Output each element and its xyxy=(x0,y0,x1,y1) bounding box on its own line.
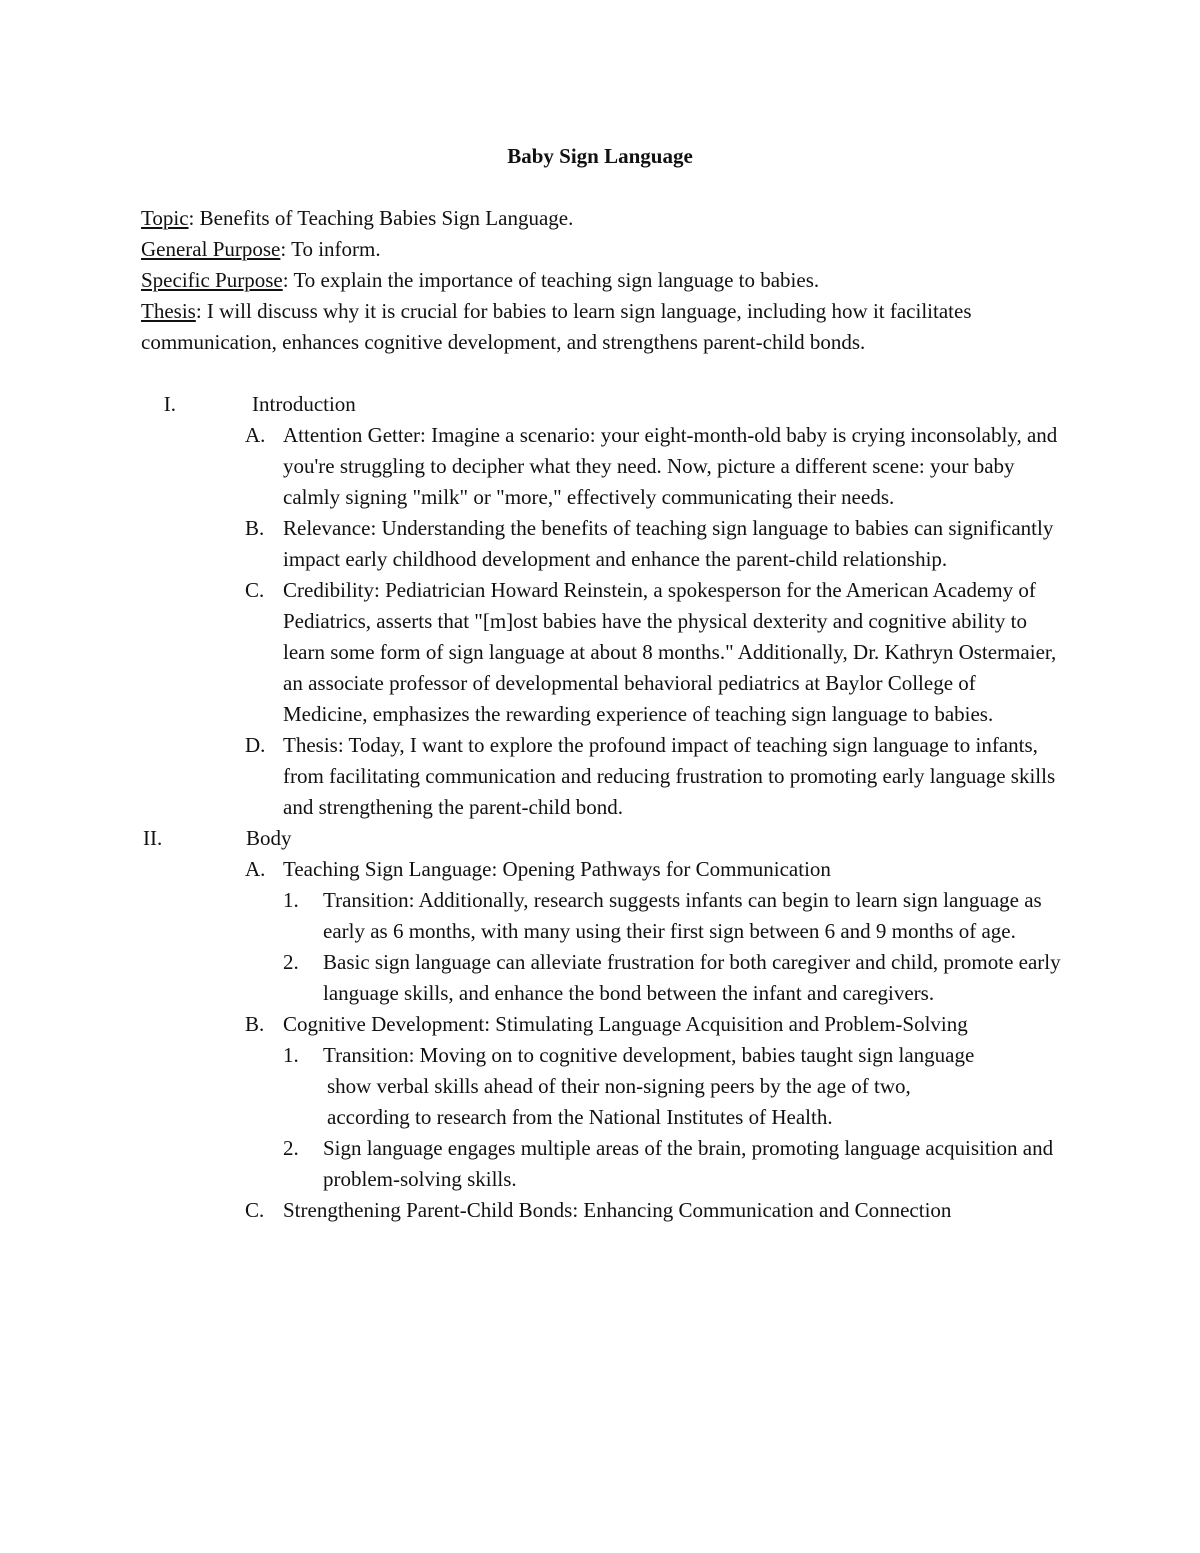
item-marker: C. xyxy=(245,1198,265,1222)
sub-item-marker: 2. xyxy=(283,1136,299,1160)
thesis-value: : I will discuss why it is crucial for babies to learn sign language, including how it facilitates communication, enhances cognitive development, and strengthens parent-child bonds. xyxy=(141,299,972,354)
section-body xyxy=(0,823,1200,854)
list-item xyxy=(0,420,1063,513)
item-text: Attention Getter: Imagine a scenario: your eight-month-old baby is crying inconsolably, and you're struggling to decipher what they need. Now, picture a different scene: your baby calmly signing "milk" or "more," effectively communicating their needs. xyxy=(283,423,1058,509)
thesis-label: Thesis xyxy=(141,299,196,323)
specific-purpose-line xyxy=(141,265,1061,296)
sub-item-text-line: according to research from the National Institutes of Health. xyxy=(327,1105,833,1129)
item-marker: A. xyxy=(245,423,266,447)
section-number: II. xyxy=(143,826,163,850)
sub-list-item xyxy=(0,1040,1063,1133)
specific-purpose-value: : To explain the importance of teaching sign language to babies. xyxy=(282,268,820,292)
sub-item-text: Sign language engages multiple areas of the brain, promoting language acquisition and problem-solving skills. xyxy=(323,1136,1054,1191)
section-label: Body xyxy=(246,826,292,850)
thesis-line xyxy=(141,296,1061,358)
section-label: Introduction xyxy=(252,392,356,416)
specific-purpose-label: Specific Purpose xyxy=(141,268,283,292)
topic-label: Topic xyxy=(141,206,189,230)
general-purpose-label: General Purpose xyxy=(141,237,281,261)
list-item xyxy=(0,575,1063,730)
item-marker: C. xyxy=(245,578,265,602)
item-text: Relevance: Understanding the benefits of teaching sign language to babies can significantly impact early childhood development and enhance the parent-child relationship. xyxy=(283,516,1054,571)
document-title: Baby Sign Language xyxy=(507,144,693,168)
list-item xyxy=(0,730,1063,823)
sub-item-text-line: show verbal skills ahead of their non-signing peers by the age of two, xyxy=(327,1074,911,1098)
sub-list-item xyxy=(0,947,1063,1009)
item-marker: A. xyxy=(245,857,266,881)
item-marker: D. xyxy=(245,733,266,757)
sub-list-item xyxy=(0,1133,1063,1195)
item-text: Cognitive Development: Stimulating Language Acquisition and Problem-Solving xyxy=(283,1012,968,1036)
sub-item-marker: 1. xyxy=(283,888,299,912)
section-number: I. xyxy=(163,392,176,416)
general-purpose-value: : To inform. xyxy=(280,237,381,261)
list-item xyxy=(0,1009,1063,1040)
item-text: Strengthening Parent-Child Bonds: Enhancing Communication and Connection xyxy=(283,1198,952,1222)
sub-list-item xyxy=(0,885,1063,947)
section-introduction xyxy=(0,389,1200,420)
speech-outline xyxy=(0,389,1200,1226)
item-text: Credibility: Pediatrician Howard Reinstein, a spokesperson for the American Academy of Pediatrics, asserts that "[m]ost babies have the physical dexterity and cognitive ability to learn some form of sign language at about 8 months." Additionally, Dr. Kathryn Ostermaier, an associate professor of developmental behavioral pediatrics at Baylor College of Medicine, emphasizes the rewarding experience of teaching sign language to babies. xyxy=(283,578,1057,726)
item-marker: B. xyxy=(245,1012,265,1036)
sub-item-text: Basic sign language can alleviate frustration for both caregiver and child, promote early language skills, and enhance the bond between the infant and caregivers. xyxy=(323,950,1061,1005)
sub-item-text: Transition: Additionally, research suggests infants can begin to learn sign language as early as 6 months, with many using their first sign between 6 and 9 months of age. xyxy=(323,888,1042,943)
sub-item-marker: 1. xyxy=(283,1043,299,1067)
general-purpose-line xyxy=(141,234,1061,265)
list-item xyxy=(0,513,1063,575)
speech-metadata xyxy=(141,203,1061,358)
list-item xyxy=(0,854,1063,885)
item-text: Teaching Sign Language: Opening Pathways for Communication xyxy=(283,857,831,881)
list-item xyxy=(0,1195,1063,1226)
sub-item-text-line: Transition: Moving on to cognitive development, babies taught sign language xyxy=(323,1043,975,1067)
item-text: Thesis: Today, I want to explore the profound impact of teaching sign language to infants, from facilitating communication and reducing frustration to promoting early language skills and strengthening the parent-child bond. xyxy=(283,733,1056,819)
sub-item-marker: 2. xyxy=(283,950,299,974)
item-marker: B. xyxy=(245,516,265,540)
topic-line xyxy=(141,203,1061,234)
topic-value: : Benefits of Teaching Babies Sign Language. xyxy=(188,206,574,230)
